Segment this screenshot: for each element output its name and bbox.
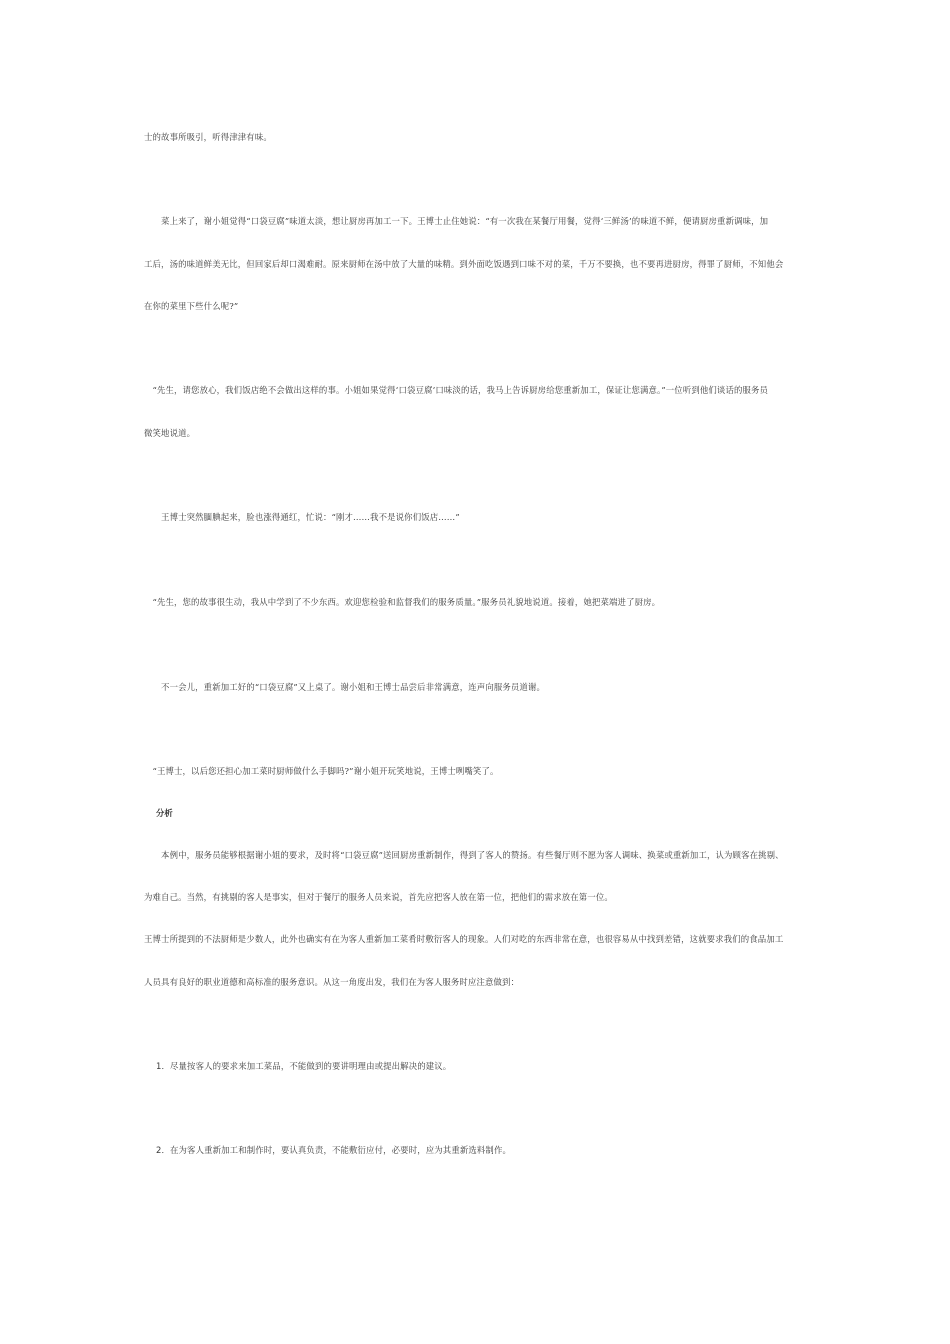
paragraph-line: 本例中，服务员能够根据谢小姐的要求，及时将“口袋豆腐”送回厨房重新制作，得到了客人的赞扬。有些餐厅则不愿为客人调味、换菜或重新加工，认为顾客在挑剔、 — [144, 850, 784, 860]
paragraph-line: 菜上来了，谢小姐觉得“口袋豆腐”味道太淡，想让厨房再加工一下。王博士止住她说：“有一次我在某餐厅用餐，觉得‘三鲜汤’的味道不鲜，便请厨房重新调味，加 — [144, 216, 769, 226]
list-item — [156, 1144, 820, 1156]
paragraph-line: “先生，您的故事很生动，我从中学到了不少东西。欢迎您检验和监督我们的服务质量。”服务员礼貌地说道。接着，她把菜端进了厨房。 — [144, 597, 661, 607]
paragraph-line: “先生，请您放心，我们饭店绝不会做出这样的事。小姐如果觉得‘口袋豆腐’口味淡的话，我马上告诉厨房给您重新加工，保证让您满意。”一位听到他们谈话的服务员 — [144, 385, 769, 395]
list-text: ．在为客人重新加工和制作时，要认真负责，不能敷衍应付，必要时，应为其重新选料制作。 — [161, 1145, 512, 1155]
list-number: 2 — [156, 1145, 162, 1155]
paragraph-line: “王博士，以后您还担心加工菜时厨师做什么手脚吗?”谢小姐开玩笑地说，王博士咧嘴笑了。 — [144, 766, 499, 776]
list-number: 1 — [156, 1061, 162, 1071]
list-text: ．尽量按客人的要求来加工菜品，不能做到的要讲明理由或提出解决的建议。 — [161, 1061, 452, 1071]
paragraph-line: 士的故事所吸引，听得津津有味。 — [144, 132, 272, 142]
paragraph-line: 人员具有良好的职业道德和高标准的服务意识。从这一角度出发，我们在为客人服务时应注意做到： — [144, 977, 520, 987]
paragraph-line: 在你的菜里下些什么呢?” — [144, 301, 239, 311]
section-heading: 分析 — [156, 808, 173, 818]
paragraph-line: 不一会儿，重新加工好的“口袋豆腐”又上桌了。谢小姐和王博士品尝后非常满意，连声向服务员道谢。 — [144, 682, 546, 692]
paragraph-line: 微笑地说道。 — [144, 428, 196, 438]
paragraph-line: 王博士所提到的不法厨师是少数人，此外也确实有在为客人重新加工菜肴时敷衍客人的现象。人们对吃的东西非常在意，也很容易从中找到差错，这就要求我们的食品加工 — [144, 934, 784, 944]
paragraph-line: 为难自己。当然，有挑剔的客人是事实，但对于餐厅的服务人员来说，首先应把客人放在第一位，把他们的需求放在第一位。 — [144, 892, 613, 902]
paragraph-line: 王博士突然腼腆起来，脸也涨得通红，忙说：“刚才……我不是说你们饭店……” — [144, 512, 460, 522]
paragraph-line: 工后，汤的味道鲜美无比，但回家后却口渴难耐。原来厨师在汤中放了大量的味精。到外面吃饭遇到口味不对的菜，千万不要换，也不要再进厨房，得罪了厨师，不知他会 — [144, 259, 784, 269]
list-item — [156, 1060, 820, 1072]
